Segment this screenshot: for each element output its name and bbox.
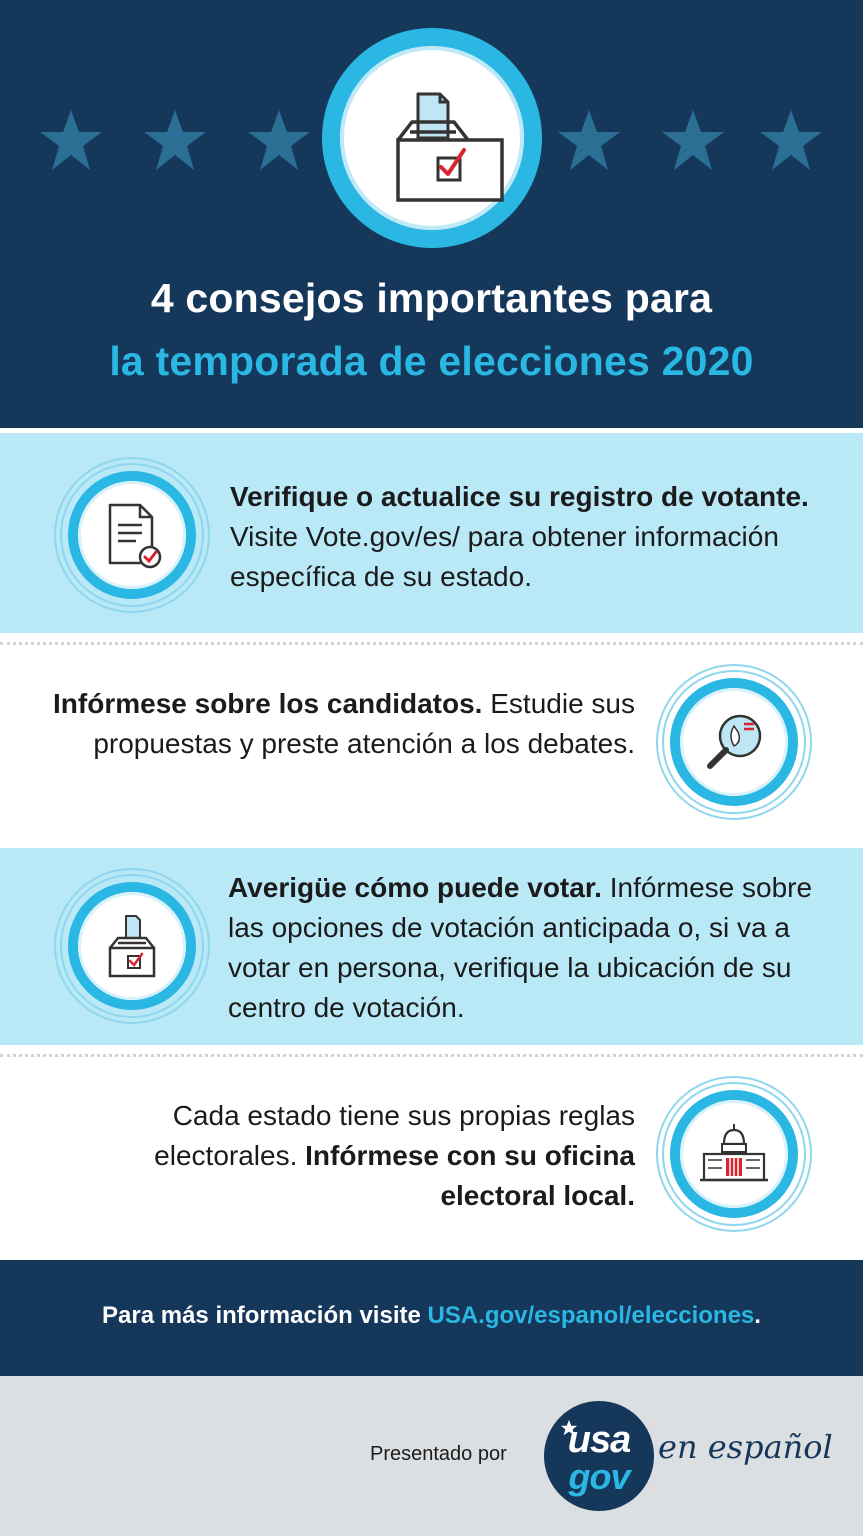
document-check-icon	[92, 495, 172, 575]
tip-icon-circle	[656, 1076, 812, 1232]
tip-icon-circle	[656, 664, 812, 820]
star-icon	[38, 108, 104, 174]
ballot-box-icon	[340, 46, 524, 230]
logo-tagline: en español	[658, 1428, 833, 1466]
star-icon	[556, 108, 622, 174]
logo-gov-text: gov	[568, 1456, 630, 1497]
dotted-divider	[0, 642, 863, 645]
star-icon	[660, 108, 726, 174]
tip-2-bold: Infórmese sobre los candidatos.	[53, 688, 483, 719]
tip-row-3	[0, 848, 863, 1045]
magnifier-icon	[694, 702, 774, 782]
footer-text	[0, 1302, 863, 1330]
tip-icon-circle	[54, 868, 210, 1024]
presented-by-label: Presentado por	[370, 1443, 507, 1465]
usagov-logo[interactable]	[544, 1401, 654, 1511]
tip-2-text: Estudie sus propuestas y preste atención a los debates.	[93, 688, 635, 759]
tip-row-4	[0, 1064, 863, 1260]
tip-row-1	[0, 433, 863, 633]
tip-3-text: Infórmese sobre las opciones de votación anticipada o, si va a votar en persona, verifique la ubicación de su centro de votación.	[228, 872, 813, 1023]
tip-1-text: Visite Vote.gov/es/ para obtener información específica de su estado.	[230, 521, 779, 592]
header-banner	[0, 0, 863, 428]
footer-prefix: Para más información visite	[102, 1302, 428, 1329]
tip-text-2	[40, 684, 635, 764]
tip-3-bold: Averigüe cómo puede votar.	[228, 872, 602, 903]
page-title-line-2: la temporada de elecciones 2020	[109, 338, 754, 384]
tip-text-3	[228, 868, 828, 1028]
capitol-icon	[694, 1114, 774, 1194]
tip-4-text: Cada estado tiene sus propias reglas electorales.	[154, 1100, 635, 1171]
star-icon	[246, 108, 312, 174]
star-icon	[758, 108, 824, 174]
footer-link[interactable]: USA.gov/espanol/elecciones	[427, 1302, 755, 1329]
dotted-divider	[0, 1054, 863, 1057]
tip-text-4	[40, 1096, 635, 1216]
ballot-emblem	[322, 28, 542, 248]
tip-text-1	[230, 477, 830, 597]
tip-4-bold: Infórmese con su oficina electoral local.	[305, 1140, 635, 1211]
tip-icon-circle	[54, 457, 210, 613]
star-icon	[142, 108, 208, 174]
tip-row-2	[0, 652, 863, 848]
tip-1-bold: Verifique o actualice su registro de votante.	[230, 481, 809, 512]
page-title-line-1: 4 consejos importantes para	[150, 275, 713, 321]
footer-suffix: .	[754, 1302, 761, 1329]
ballot-box-icon	[92, 906, 172, 986]
logo-usa-text: usa	[567, 1419, 631, 1461]
